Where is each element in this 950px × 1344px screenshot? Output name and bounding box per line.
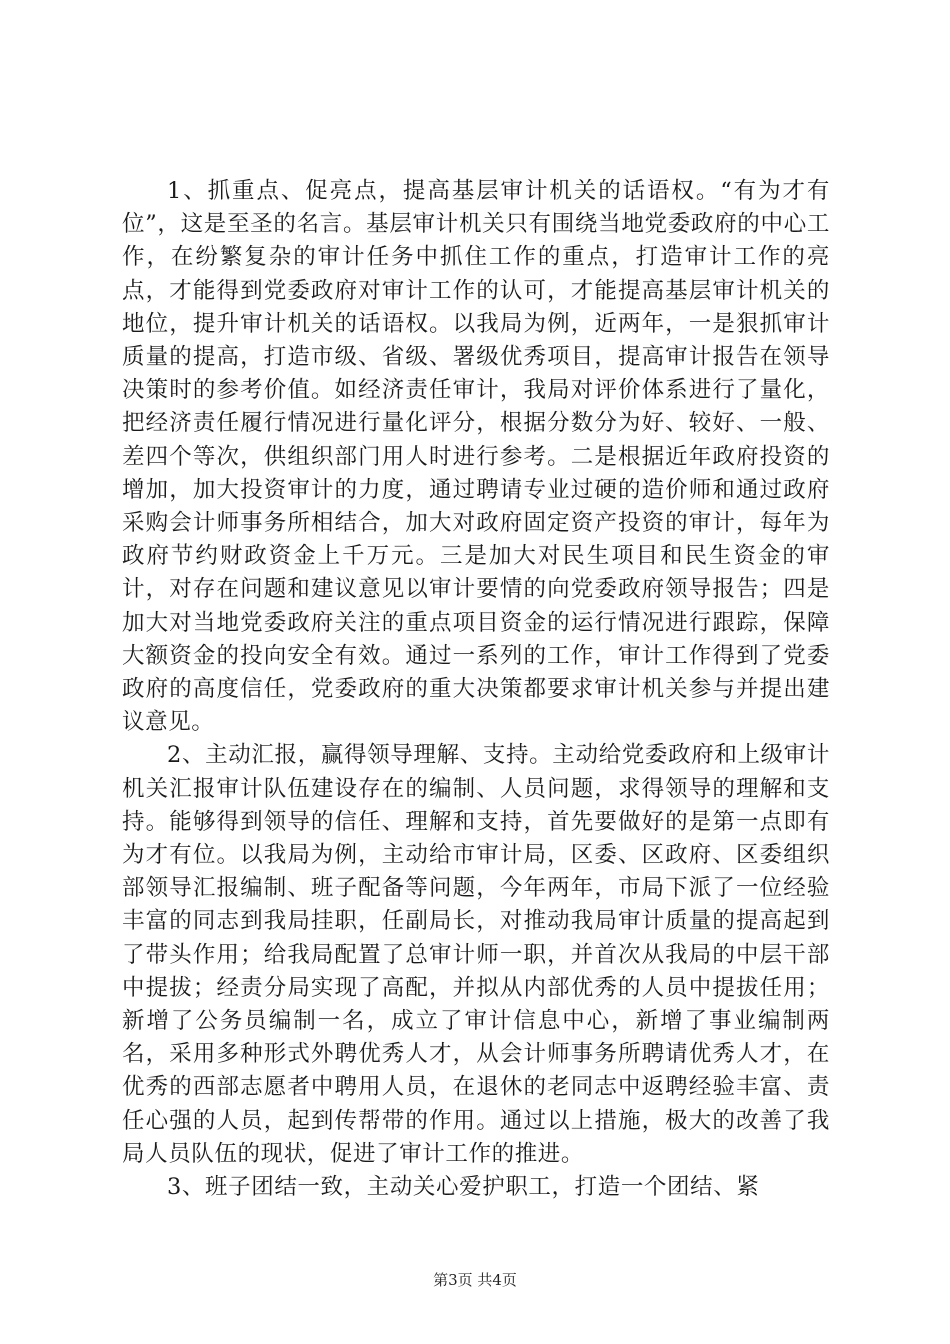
paragraph-2: 2、主动汇报，赢得领导理解、支持。主动给党委政府和上级审计机关汇报审计队伍建设存在的编制、人员问题，求得领导的理解和支持。能够得到领导的信任、理解和支持，首先要做好的是第一点即有为才有位。以我局为例，主动给市审计局，区委、区政府、区委组织部领导汇报编制、班子配备等问题，今年两年，市局下派了一位经验丰富的同志到我局挂职，任副局长，对推动我局审计质量的提高起到了带头作用；给我局配置了总审计师一职，并首次从我局的中层干部中提拔；经责分局实现了高配，并拟从内部优秀的人员中提拔任用；新增了公务员编制一名，成立了审计信息中心，新增了事业编制两名，采用多种形式外聘优秀人才，从会计师事务所聘请优秀人才，在优秀的西部志愿者中聘用人员，在退休的老同志中返聘经验丰富、责任心强的人员，起到传帮带的作用。通过以上措施，极大的改善了我局人员队伍的现状，促进了审计工作的推进。 bbox=[122, 742, 830, 1167]
paragraph-3: 3、班子团结一致，主动关心爱护职工，打造一个团结、紧 bbox=[167, 1174, 760, 1201]
document-body bbox=[122, 175, 830, 1204]
paragraph-1: 1、抓重点、促亮点，提高基层审计机关的话语权。“有为才有位”，这是至圣的名言。基层审计机关只有围绕当地党委政府的中心工作，在纷繁复杂的审计任务中抓住工作的重点，打造审计工作的亮点，才能得到党委政府对审计工作的认可，才能提高基层审计机关的地位，提升审计机关的话语权。以我局为例，近两年，一是狠抓审计质量的提高，打造市级、省级、署级优秀项目，提高审计报告在领导决策时的参考价值。如经济责任审计，我局对评价体系进行了量化，把经济责任履行情况进行量化评分，根据分数分为好、较好、一般、差四个等次，供组织部门用人时进行参考。二是根据近年政府投资的增加，加大投资审计的力度，通过聘请专业过硬的造价师和通过政府采购会计师事务所相结合，加大对政府固定资产投资的审计，每年为政府节约财政资金上千万元。三是加大对民生项目和民生资金的审计，对存在问题和建议意见以审计要情的向党委政府领导报告；四是加大对当地党委政府关注的重点项目资金的运行情况进行跟踪，保障大额资金的投向安全有效。通过一系列的工作，审计工作得到了党委政府的高度信任，党委政府的重大决策都要求审计机关参与并提出建议意见。 bbox=[122, 178, 830, 736]
page-number-footer: 第3页 共4页 bbox=[433, 1271, 517, 1289]
